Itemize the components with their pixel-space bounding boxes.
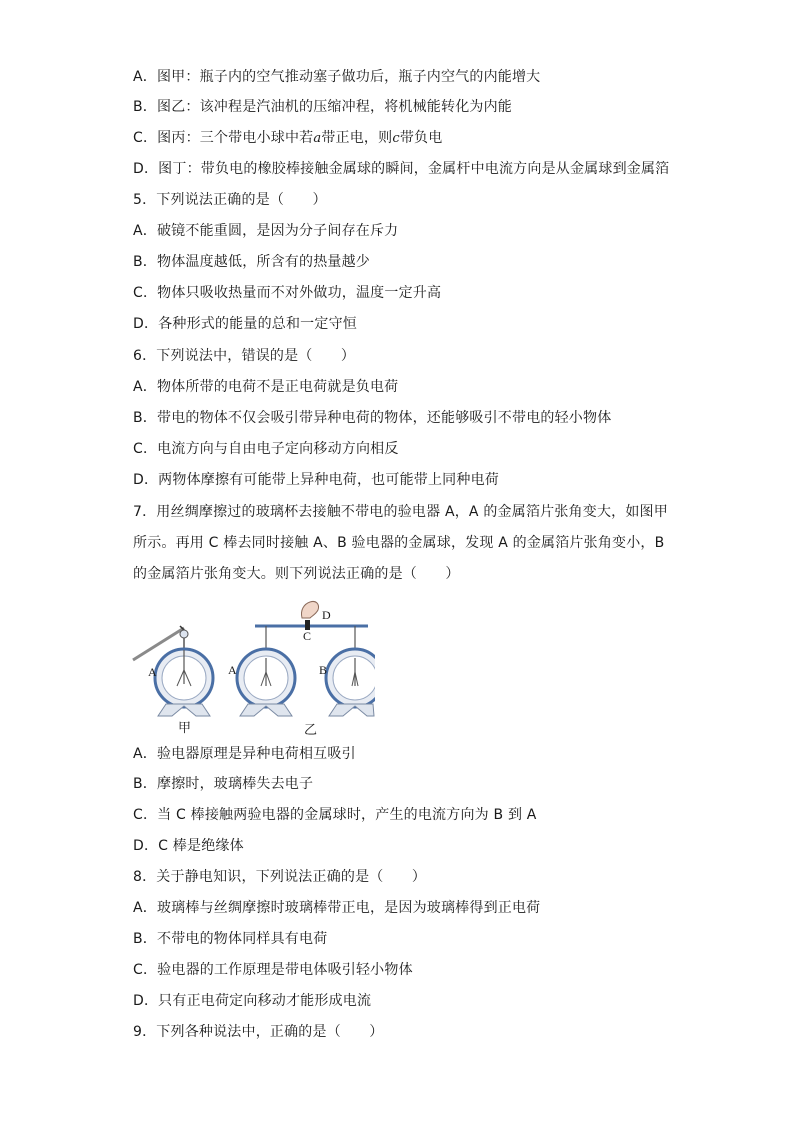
- option-8b: B．不带电的物体同样具有电荷: [133, 931, 328, 947]
- label-c: C: [303, 629, 312, 643]
- option-5c: C．物体只吸收热量而不对外做功，温度一定升高: [133, 285, 442, 301]
- electroscope-yi-a: [237, 626, 295, 716]
- option-4a: A．图甲：瓶子内的空气推动塞子做功后，瓶子内空气的内能增大: [133, 69, 541, 85]
- hand-icon: [301, 601, 318, 618]
- label-a-yi: A: [228, 663, 237, 677]
- option-4d: D．图丁：带负电的橡胶棒接触金属球的瞬间，金属杆中电流方向是从金属球到金属箔: [133, 161, 670, 177]
- electroscope-yi-b: [326, 626, 375, 716]
- label-jia: 甲: [178, 721, 192, 736]
- label-d: D: [322, 608, 331, 622]
- question-8: 8．关于静电知识，下列说法正确的是（ ）: [133, 869, 427, 885]
- option-8d: D．只有正电荷定向移动才能形成电流: [133, 993, 372, 1009]
- option-8a: A．玻璃棒与丝绸摩擦时玻璃棒带正电，是因为玻璃棒得到正电荷: [133, 900, 541, 916]
- option-7c: C．当 C 棒接触两验电器的金属球时，产生的电流方向为 B 到 A: [133, 807, 537, 823]
- question-9: 9．下列各种说法中，正确的是（ ）: [133, 1024, 384, 1040]
- option-8c: C．验电器的工作原理是带电体吸引轻小物体: [133, 962, 413, 978]
- var-c: c: [392, 131, 400, 146]
- option-4c-text-1: C．图丙：三个带电小球中若: [133, 130, 314, 146]
- var-a: a: [313, 131, 322, 146]
- label-a-jia: A: [148, 665, 157, 679]
- option-6c: C．电流方向与自由电子定向移动方向相反: [133, 441, 399, 457]
- option-6b: B．带电的物体不仅会吸引带异种电荷的物体，还能够吸引不带电的轻小物体: [133, 410, 612, 426]
- option-5a: A．破镜不能重圆，是因为分子间存在斥力: [133, 223, 399, 239]
- option-6a: A．物体所带的电荷不是正电荷就是负电荷: [133, 379, 399, 395]
- option-7a: A．验电器原理是异种电荷相互吸引: [133, 746, 356, 762]
- question-5: 5．下列说法正确的是（ ）: [133, 192, 327, 208]
- label-yi: 乙: [304, 723, 318, 738]
- question-7-line-1: 7．用丝绸摩擦过的玻璃杯去接触不带电的验电器 A，A 的金属箔片张角变大，如图甲: [133, 504, 668, 520]
- question-7-line-3: 的金属箔片张角变大。则下列说法正确的是（ ）: [133, 566, 460, 582]
- option-5d: D．各种形式的能量的总和一定守恒: [133, 316, 357, 332]
- question-6: 6．下列说法中，错误的是（ ）: [133, 348, 356, 364]
- option-5b: B．物体温度越低，所含有的热量越少: [133, 254, 371, 270]
- question-7-line-2: 所示。再用 C 棒去同时接触 A、B 验电器的金属球，发现 A 的金属箔片张角变小，B: [133, 535, 665, 551]
- option-4b: B．图乙：该冲程是汽油机的压缩冲程，将机械能转化为内能: [133, 99, 513, 115]
- electroscope-figure: [130, 596, 375, 738]
- option-4c-text-2: 带正电，则: [321, 130, 393, 146]
- option-7d: D．C 棒是绝缘体: [133, 838, 244, 854]
- option-7b: B．摩擦时，玻璃棒失去电子: [133, 776, 314, 792]
- option-6d: D．两物体摩擦有可能带上异种电荷，也可能带上同种电荷: [133, 472, 499, 488]
- electroscope-jia-a: [155, 630, 213, 716]
- label-b-yi: B: [319, 663, 328, 677]
- option-4c-text-3: 带负电: [399, 130, 443, 146]
- option-4c: [133, 128, 442, 149]
